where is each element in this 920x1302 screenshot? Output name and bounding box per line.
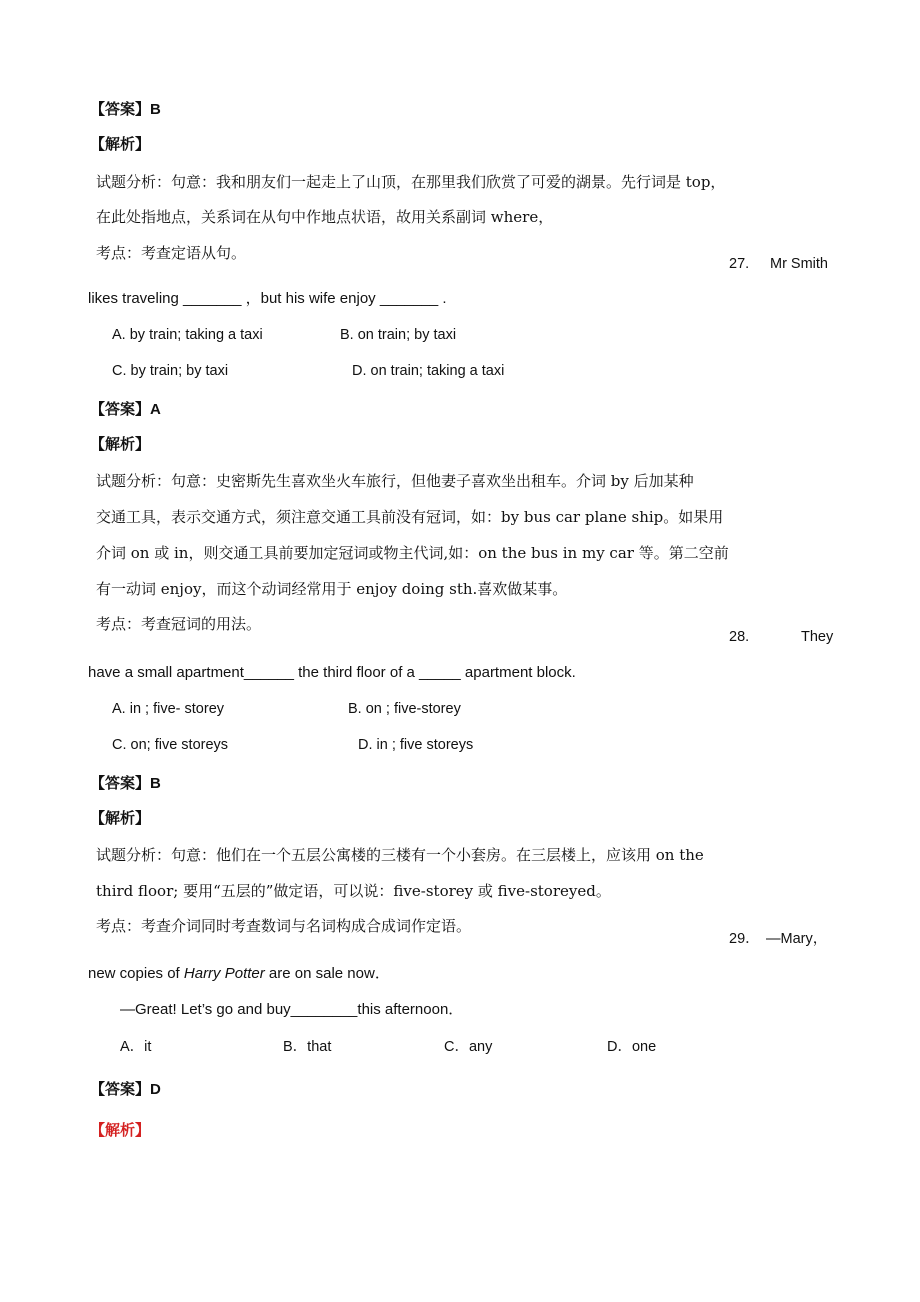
q27-answer-label: 【答案】A (90, 401, 161, 418)
q29-option-c: C．any (444, 1039, 493, 1055)
q29-answer-label: 【答案】D (90, 1081, 161, 1098)
q26-answer-label: 【答案】B (90, 101, 161, 118)
q29-option-b: B．that (283, 1039, 332, 1055)
q27-option-a: A. by train; taking a taxi (112, 327, 263, 343)
q28-option-c: C. on; five storeys (112, 737, 229, 753)
q27-analysis-line1: 试题分析：句意：史密斯先生喜欢坐火车旅行，但他妻子喜欢坐出租车。介词 by 后加某种 (96, 472, 694, 490)
q27-point: 考点：考查冠词的用法。 (96, 615, 262, 633)
q28-point: 考点：考查介词同时考查数词与名词构成合成词作定语。 (96, 917, 472, 935)
q29-number: 29． (729, 931, 760, 947)
q29-reply: —Great! Let’s go and buy________this afternoon． (120, 1001, 464, 1018)
q29-option-a: A．it (120, 1039, 152, 1055)
q29-stem-start: —Mary， (766, 931, 828, 947)
q28-stem: have a small apartment______ the third floor of a _____ apartment block. (88, 664, 576, 681)
q29-stem-title: Harry Potter (183, 965, 265, 982)
q28-analysis-label: 【解析】 (90, 810, 151, 827)
q28-number: 28. (729, 629, 750, 645)
q27-analysis-line2: 交通工具，表示交通方式，须注意交通工具前没有冠词，如：by bus car plane ship。如果用 (96, 508, 724, 526)
q28-option-b: B. on ; five-storey (348, 701, 461, 717)
q27-option-d: D. on train; taking a taxi (352, 363, 505, 379)
q29-option-d: D．one (607, 1039, 657, 1055)
q26-analysis-line1: 试题分析：句意：我和朋友们一起走上了山顶，在那里我们欣赏了可爱的湖景。先行词是 top， (96, 173, 726, 191)
q27-option-b: B. on train; by taxi (340, 327, 457, 343)
q28-stem-start: They (801, 629, 834, 645)
q28-analysis-line2: third floor; 要用“五层的”做定语，可以说：five-storey 或 five-storeyed。 (96, 882, 611, 900)
q29-analysis-label: 【解析】 (90, 1122, 151, 1139)
q27-analysis-line3: 介词 on 或 in，则交通工具前要加定冠词或物主代词,如：on the bus in my car 等。第二空前 (96, 544, 729, 562)
q28-analysis-line1: 试题分析：句意：他们在一个五层公寓楼的三楼有一个小套房。在三层楼上，应该用 on the (96, 846, 704, 864)
q27-stem: likes traveling _______ ，but his wife enjoy _______ . (88, 290, 447, 307)
q27-number: 27. (729, 256, 750, 272)
q28-option-a: A. in ; five- storey (112, 701, 225, 717)
q26-point: 考点：考查定语从句。 (96, 244, 247, 262)
q28-option-d: D. in ; five storeys (358, 737, 474, 753)
q29-stem-before: new copies of (88, 965, 184, 982)
q27-analysis-line4: 有一动词 enjoy，而这个动词经常用于 enjoy doing sth.喜欢做某事。 (96, 580, 568, 598)
q27-option-c: C. by train; by taxi (112, 363, 229, 379)
q26-analysis-label: 【解析】 (90, 136, 151, 153)
q29-stem (88, 964, 390, 984)
q27-analysis-label: 【解析】 (90, 436, 151, 453)
q29-stem-after: are on sale now． (264, 965, 390, 982)
q26-analysis-line2: 在此处指地点，关系词在从句中作地点状语，故用关系副词 where， (96, 208, 554, 226)
q27-stem-start: Mr Smith (770, 256, 828, 272)
q28-answer-label: 【答案】B (90, 775, 161, 792)
